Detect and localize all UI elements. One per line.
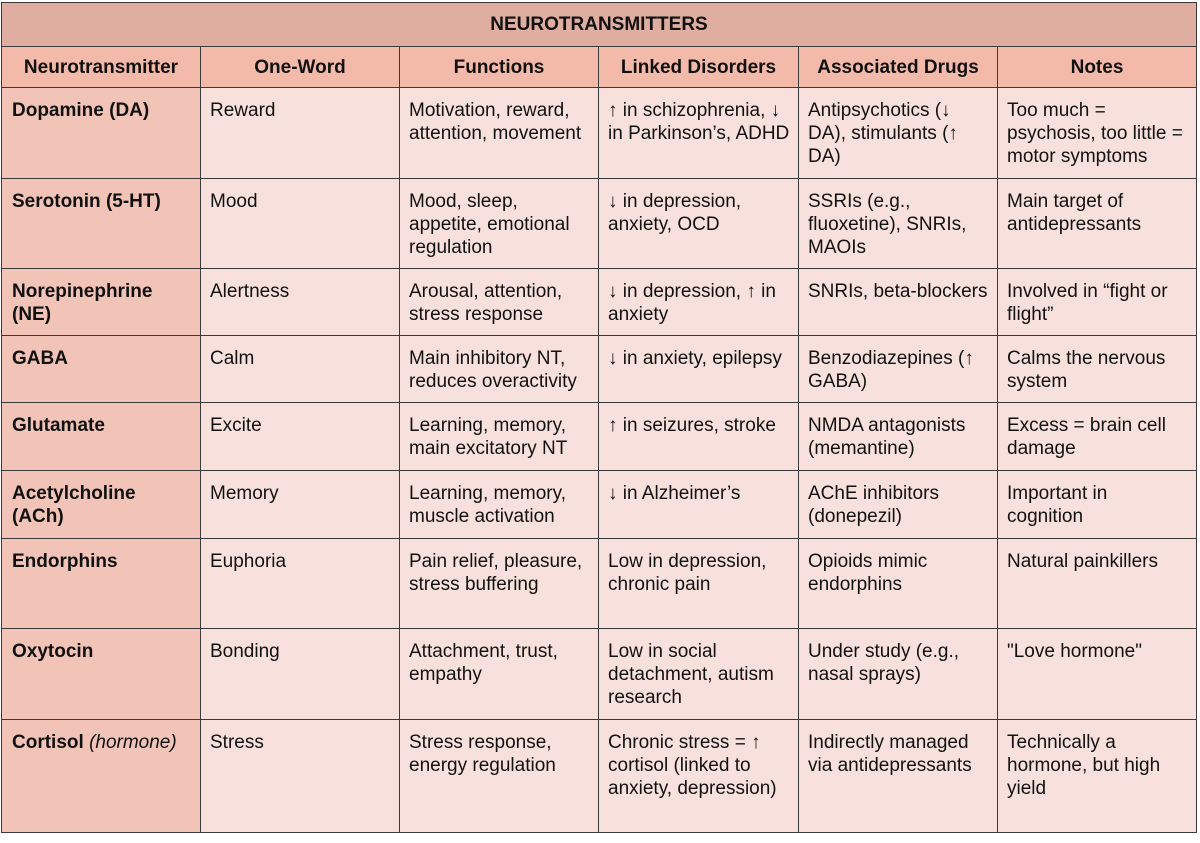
row-serotonin-name: Serotonin (5-HT) bbox=[2, 179, 201, 269]
table-row bbox=[2, 720, 1197, 833]
table-row bbox=[2, 179, 1197, 269]
row-endorphins-notes: Natural painkillers bbox=[998, 539, 1197, 629]
row-serotonin-disorders: ↓ in depression, anxiety, OCD bbox=[599, 179, 799, 269]
row-acetylcholine-notes: Important in cognition bbox=[998, 471, 1197, 539]
row-serotonin-notes: Main target of antidepressants bbox=[998, 179, 1197, 269]
table-row bbox=[2, 269, 1197, 336]
row-norepinephrine-functions: Arousal, attention, stress response bbox=[400, 269, 599, 336]
table-row bbox=[2, 336, 1197, 403]
row-dopamine-notes: Too much = psychosis, too little = motor symptoms bbox=[998, 88, 1197, 179]
row-glutamate-name: Glutamate bbox=[2, 403, 201, 471]
row-acetylcholine-word: Memory bbox=[201, 471, 400, 539]
column-header-functions: Functions bbox=[400, 47, 599, 88]
row-gaba-word: Calm bbox=[201, 336, 400, 403]
row-endorphins-functions: Pain relief, pleasure, stress buffering bbox=[400, 539, 599, 629]
neurotransmitters-table bbox=[1, 2, 1197, 833]
row-cortisol-drugs: Indirectly managed via antidepressants bbox=[799, 720, 998, 833]
row-serotonin-word: Mood bbox=[201, 179, 400, 269]
row-oxytocin-drugs: Under study (e.g., nasal sprays) bbox=[799, 629, 998, 720]
row-cortisol-functions: Stress response, energy regulation bbox=[400, 720, 599, 833]
row-serotonin-functions: Mood, sleep, appetite, emotional regulation bbox=[400, 179, 599, 269]
row-norepinephrine-disorders: ↓ in depression, ↑ in anxiety bbox=[599, 269, 799, 336]
row-gaba-functions: Main inhibitory NT, reduces overactivity bbox=[400, 336, 599, 403]
column-header-linked-disorders: Linked Disorders bbox=[599, 47, 799, 88]
row-endorphins-drugs: Opioids mimic endorphins bbox=[799, 539, 998, 629]
row-serotonin-drugs: SSRIs (e.g., fluoxetine), SNRIs, MAOIs bbox=[799, 179, 998, 269]
column-header-one-word: One-Word bbox=[201, 47, 400, 88]
table-row bbox=[2, 471, 1197, 539]
row-norepinephrine-notes: Involved in “fight or flight” bbox=[998, 269, 1197, 336]
row-glutamate-notes: Excess = brain cell damage bbox=[998, 403, 1197, 471]
row-oxytocin-word: Bonding bbox=[201, 629, 400, 720]
row-glutamate-disorders: ↑ in seizures, stroke bbox=[599, 403, 799, 471]
row-acetylcholine-drugs: AChE inhibitors (donepezil) bbox=[799, 471, 998, 539]
neurotransmitters-sheet bbox=[1, 2, 1196, 833]
row-glutamate-drugs: NMDA antagonists (memantine) bbox=[799, 403, 998, 471]
table-row bbox=[2, 88, 1197, 179]
row-dopamine-word: Reward bbox=[201, 88, 400, 179]
row-oxytocin-name: Oxytocin bbox=[2, 629, 201, 720]
row-norepinephrine-drugs: SNRIs, beta-blockers bbox=[799, 269, 998, 336]
column-header-neurotransmitter: Neurotransmitter bbox=[2, 47, 201, 88]
row-cortisol-notes: Technically a hormone, but high yield bbox=[998, 720, 1197, 833]
row-endorphins-name: Endorphins bbox=[2, 539, 201, 629]
row-oxytocin-disorders: Low in social detachment, autism research bbox=[599, 629, 799, 720]
row-dopamine-drugs: Antipsychotics (↓ DA), stimulants (↑ DA) bbox=[799, 88, 998, 179]
title-row bbox=[2, 3, 1197, 47]
row-gaba-notes: Calms the nervous system bbox=[998, 336, 1197, 403]
row-cortisol-disorders: Chronic stress = ↑ cortisol (linked to anxiety, depression) bbox=[599, 720, 799, 833]
row-cortisol-name: Cortisol bbox=[12, 732, 84, 753]
row-oxytocin-notes: "Love hormone" bbox=[998, 629, 1197, 720]
row-endorphins-disorders: Low in depression, chronic pain bbox=[599, 539, 799, 629]
row-dopamine-name: Dopamine (DA) bbox=[2, 88, 201, 179]
column-header-associated-drugs: Associated Drugs bbox=[799, 47, 998, 88]
table-row bbox=[2, 539, 1197, 629]
table-row bbox=[2, 629, 1197, 720]
row-glutamate-functions: Learning, memory, main excitatory NT bbox=[400, 403, 599, 471]
row-endorphins-word: Euphoria bbox=[201, 539, 400, 629]
row-cortisol-name-note: (hormone) bbox=[89, 732, 177, 753]
row-gaba-disorders: ↓ in anxiety, epilepsy bbox=[599, 336, 799, 403]
row-gaba-drugs: Benzodiazepines (↑ GABA) bbox=[799, 336, 998, 403]
row-dopamine-functions: Motivation, reward, attention, movement bbox=[400, 88, 599, 179]
header-row bbox=[2, 47, 1197, 88]
row-norepinephrine-word: Alertness bbox=[201, 269, 400, 336]
row-acetylcholine-functions: Learning, memory, muscle activation bbox=[400, 471, 599, 539]
row-cortisol-word: Stress bbox=[201, 720, 400, 833]
row-norepinephrine-name: Norepinephrine (NE) bbox=[2, 269, 201, 336]
row-dopamine-disorders: ↑ in schizophrenia, ↓ in Parkinson’s, ADHD bbox=[599, 88, 799, 179]
row-acetylcholine-disorders: ↓ in Alzheimer’s bbox=[599, 471, 799, 539]
column-header-notes: Notes bbox=[998, 47, 1197, 88]
table-title: NEUROTRANSMITTERS bbox=[2, 3, 1197, 47]
row-cortisol-name-cell bbox=[2, 720, 201, 833]
row-oxytocin-functions: Attachment, trust, empathy bbox=[400, 629, 599, 720]
row-acetylcholine-name: Acetylcholine (ACh) bbox=[2, 471, 201, 539]
table-row bbox=[2, 403, 1197, 471]
row-glutamate-word: Excite bbox=[201, 403, 400, 471]
row-gaba-name: GABA bbox=[2, 336, 201, 403]
